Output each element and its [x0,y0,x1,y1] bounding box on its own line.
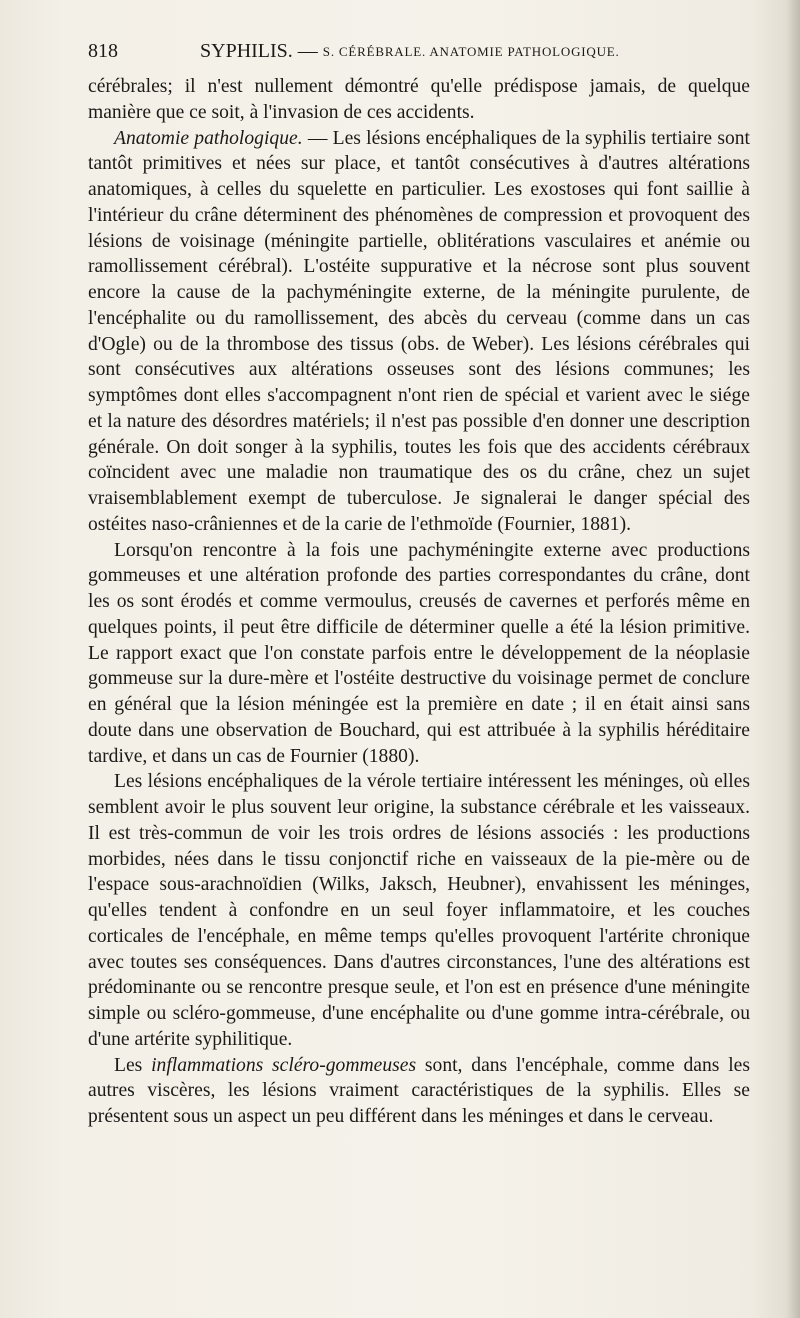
paragraph-5 [88,1053,750,1130]
body-text [88,74,750,1130]
running-head [200,40,620,63]
paragraph-1: cérébrales; il n'est nullement démontré qu'elle prédispose jamais, de quelque manière que ce soit, à l'invasion de ces accidents. [88,76,750,123]
term-inflammations: inflammations scléro-gommeuses [151,1054,417,1076]
running-head-subtitle: S. CÉRÉBRALE. ANATOMIE PATHOLOGIQUE. [322,44,620,59]
running-head-title: SYPHILIS. — [200,40,323,62]
page-number: 818 [88,40,118,62]
paragraph-5-start: Les [114,1054,152,1076]
running-header [88,38,748,68]
paragraph-2 [88,126,750,538]
paragraph-3: Lorsqu'on rencontre à la fois une pachyméningite externe avec productions gommeuses et une altération profonde des parties correspondantes du crâne, dont les os sont érodés et comme vermoulus, creusés de cavernes et perforés même en quelques points, il peut être difficile de déterminer quelle a été la lésion primitive. Le rapport exact que l'on constate parfois entre le développement de la néoplasie gommeuse sur la dure-mère et l'ostéite destructive du voisinage permet de conclure en général que la lésion méningée est la première en date ; il en était ainsi sans doute dans une observation de Bouchard, qui est attribuée à la syphilis héréditaire tardive, et dans un cas de Fournier (1880). [88,539,750,767]
paragraph-2-text: — Les lésions encéphaliques de la syphilis tertiaire sont tantôt primitives et nées sur place, et tantôt consécutives à d'autres altérations anatomiques, à celles du squelette en particulier. Les exostoses qui font saillie à l'intérieur du crâne déterminent des phénomènes de compression et provoquent des lésions de voisinage (méningite partielle, oblitérations vasculaires et anémie ou ramollissement cérébral). L'ostéite suppurative et la nécrose sont plus souvent encore la cause de la pachyméningite externe, de la méningite purulente, de l'encéphalite ou du ramollissement, des abcès du cerveau (comme dans un cas d'Ogle) ou de la thrombose des tissus (obs. de Weber). Les lésions cérébrales qui sont consécutives aux altérations osseuses sont des lésions communes; les symptômes dont elles s'accompagnent n'ont rien de spécial et varient avec le siége et la nature des désordres matériels; il n'est pas possible d'en donner une description générale. On doit songer à la syphilis, toutes les fois que des accidents cérébraux coïncident avec une maladie non traumatique des os du crâne, chez un sujet vraisemblablement exempt de tuberculose. Je signalerai le danger spécial des ostéites naso-crâniennes et de la carie de l'ethmoïde (Fournier, 1881). [88,127,750,535]
paragraph-5-rest: sont, dans l'encéphale, comme dans les autres viscères, les lésions vraiment caractéristiques de la syphilis. Elles se présentent sous un aspect un peu différent dans les méninges et dans le cerveau. [88,1054,750,1127]
paragraph-4: Les lésions encéphaliques de la vérole tertiaire intéressent les méninges, où elles semblent avoir le plus souvent leur origine, la substance cérébrale et les vaisseaux. Il est très-commun de voir les trois ordres de lésions associés : les productions morbides, nées dans le tissu conjonctif riche en vaisseaux de la pie-mère ou de l'espace sous-arachnoïdien (Wilks, Jaksch, Heubner), envahissent les méninges, qu'elles tendent à confondre en un seul foyer inflammatoire, et les couches corticales de l'encéphale, en même temps qu'elles provoquent l'artérite chronique avec toutes ses conséquences. Dans d'autres circonstances, l'une des altérations est prédominante ou se rencontre presque seule, et l'on est en présence d'une méningite simple ou scléro-gommeuse, d'une encéphalite ou d'une gomme intra-cérébrale, ou d'une artérite syphilitique. [88,771,750,1050]
section-heading-anatomie: Anatomie pathologique. [114,127,303,149]
spine-shadow [786,0,800,1318]
